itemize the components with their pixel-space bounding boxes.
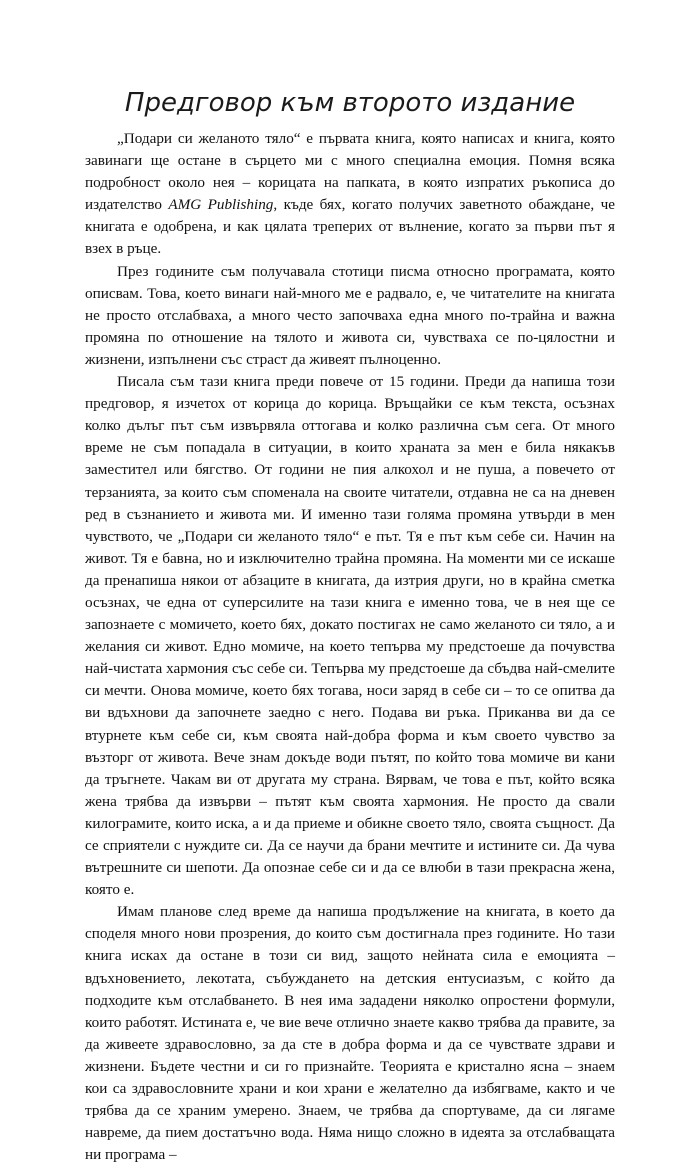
paragraph-4: Имам планове след време да напиша продължение на книгата, в което да споделя много нови прозрения, до които съм достигнала през годините. Но тази книга исках да остане в този си вид, защото нейната сила е емоцията – вдъхновението, лекотата, събуждането на детския ентусиазъм, с който да подходите към отслабването. В нея има зададени няколко опростени формули, които работят. Истината е, че вие вече отлично знаете какво трябва да правите, за да живеете здравословно, за да сте в добра форма и да се чувствате здрави и жизнени. Бъдете честни и си го признайте. Теорията е кристално ясна – знаем кои са здравословните храни и кои храни е желателно да избягваме, както и че трябва да се храним умерено. Знаем, че трябва да спортуваме, да си лягаме навреме, да пием достатъчно вода. Няма нищо сложно в идеята за отслабващата ни програма – [85, 903, 615, 1164]
publisher-name: AMG Publishing [168, 196, 274, 214]
paragraph-1-text-end: , къде бях, когато получих заветното обаждане, че книгата е одобрена, и как цялата треперих от вълнение, когато за първи път я взех в ръце. [85, 196, 615, 258]
paragraph-3: Писала съм тази книга преди повече от 15 години. Преди да напиша този предговор, я изчетох от корица до корица. Връщайки се към текста, осъзнах колко дълъг път съм извървяла оттогава и колко различна съм сега. От много време не съм попадала в ситуации, в които храната за мен е била някакъв заместител или бягство. От години не пия алкохол и не пуша, а повечето от терзанията, за които съм споменала на своите читатели, отдавна не са на дневен ред в съзнанието и живота ми. И именно тази голяма промяна утвърди в мен чувството, че „Подари си желаното тяло“ е път. Тя е път към себе си. Начин на живот. Тя е бавна, но и изключително трайна промяна. На моменти ми се искаше да пренапиша някои от абзаците в книгата, да изтрия други, но в крайна сметка осъзнах, че една от суперсилите на тази книга е именно това, че в нея ще се запознаете с момичето, което бях, докато постигах не само желаното си тяло, а и желания си живот. Едно момиче, на което тепърва му предстоеше да почувства най-чистата хармония със себе си. Тепърва му предстоеше да сбъдва най-смелите си мечти. Онова момиче, което бях тогава, носи заряд в себе си – то се опитва да ви вдъхнови да започнете заедно с него. Подава ви ръка. Приканва ви да се втурнете към себе си, към своята най-добра форма и към своето чувство за възторг от живота. Вече знам докъде води пътят, по който това момиче ви кани да тръгнете. Чакам ви от другата му страна. Вярвам, че това е път, който всяка жена трябва да извърви – пътят към своята хармония. Не просто да свали килограмите, които иска, а и да приеме и обикне своето тяло, своята същност. Да се сприятели с нуждите си. Да се научи да брани мечтите и истините си. Да чува вътрешните си шепоти. Да опознае себе си и да се влюби в тази прекрасна жена, която е. [85, 373, 615, 899]
paragraph-1 [85, 128, 615, 261]
paragraph-1-text-start: „Подари си желаното тяло“ е първата книга, която написах и книга, която завинаги ще остане в сърцето ми с много специална емоция. Помня всяка подробност около нея – корицата на папката, в която изпратих ръкописа до издателство [85, 130, 615, 214]
document-body [85, 128, 615, 1166]
paragraph-2: През годините съм получавала стотици писма относно програмата, която описвам. Това, което винаги най-много ме е радвало, е, че читателите на книгата не просто отслабваха, а много често започваха една много по-трайна и важна промяна по отношение на тялото и живота си, чувстваха се по-цялостни и жизнени, изпълнени със страст да живеят пълноценно. [85, 262, 615, 368]
page-title: Предговор към второто издание [124, 88, 576, 118]
